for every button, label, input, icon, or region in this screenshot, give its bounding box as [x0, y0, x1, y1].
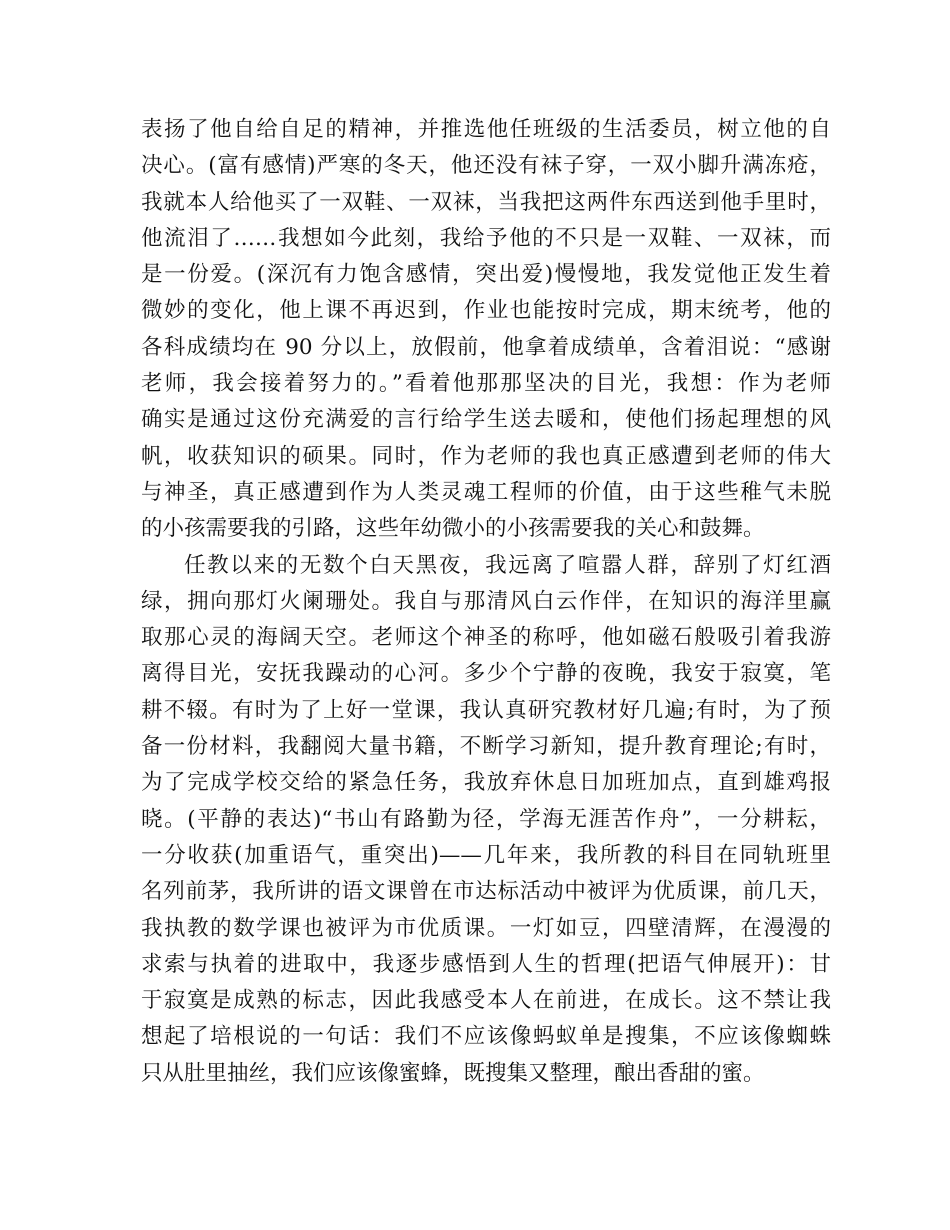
text-line: 任教以来的无数个白天黑夜，我远离了喧嚣人群，辞别了灯红酒: [184, 552, 831, 578]
text-line: 确实是通过这份充满爱的言行给学生送去暖和，使他们扬起理想的风: [141, 407, 831, 433]
text-line: 是一份爱。(深沉有力饱含感情，突出爱)慢慢地，我发觉他正发生着: [141, 262, 831, 288]
text-line: 我就本人给他买了一双鞋、一双袜，当我把这两件东西送到他手里时，: [141, 189, 831, 215]
text-line: 帆，收获知识的硕果。同时，作为老师的我也真正感遭到老师的伟大: [141, 443, 831, 469]
text-line: 为了完成学校交给的紧急任务，我放弃休息日加班加点，直到雄鸡报: [141, 770, 831, 796]
text-line: 我执教的数学课也被评为市优质课。一灯如豆，四壁清辉，在漫漫的: [141, 915, 831, 941]
text-line: 耕不辍。有时为了上好一堂课，我认真研究教材好几遍;有时，为了预: [141, 697, 831, 723]
text-line: 只从肚里抽丝，我们应该像蜜蜂，既搜集又整理，酿出香甜的蜜。: [141, 1060, 765, 1086]
text-line: 他流泪了……我想如今此刻，我给予他的不只是一双鞋、一双袜，而: [141, 225, 831, 251]
text-line: 晓。(平静的表达)“书山有路勤为径，学海无涯苦作舟”，一分耕耘，: [141, 806, 831, 832]
text-line: 一分收获(加重语气，重突出)——几年来，我所教的科目在同轨班里: [141, 842, 831, 868]
text-line: 各科成绩均在 90 分以上，放假前，他拿着成绩单，含着泪说：“感谢: [141, 334, 831, 360]
text-line: 离得目光，安抚我躁动的心河。多少个宁静的夜晚，我安于寂寞，笔: [141, 661, 831, 687]
paragraph-1: [141, 112, 831, 548]
text-line: 想起了培根说的一句话：我们不应该像蚂蚁单是搜集，不应该像蜘蛛: [141, 1024, 831, 1050]
paragraph-2: [141, 548, 831, 1092]
text-line: 取那心灵的海阔天空。老师这个神圣的称呼，他如磁石般吸引着我游: [141, 625, 831, 651]
text-line: 决心。(富有感情)严寒的冬天，他还没有袜子穿，一双小脚升满冻疮，: [141, 153, 831, 179]
text-line: 于寂寞是成熟的标志，因此我感受本人在前进，在成长。这不禁让我: [141, 988, 831, 1014]
text-line: 表扬了他自给自足的精神，并推选他任班级的生活委员，树立他的自: [141, 117, 831, 142]
text-line: 与神圣，真正感遭到作为人类灵魂工程师的价值，由于这些稚气未脱: [141, 479, 831, 505]
text-line: 微妙的变化，他上课不再迟到，作业也能按时完成，期末统考，他的: [141, 298, 831, 324]
text-line: 绿，拥向那灯火阑珊处。我自与那清风白云作伴，在知识的海洋里赢: [141, 588, 831, 614]
text-line: 备一份材料，我翻阅大量书籍，不断学习新知，提升教育理论;有时，: [141, 734, 831, 760]
body-text: [141, 112, 831, 1092]
text-line: 求索与执着的进取中，我逐步感悟到人生的哲理(把语气伸展开)：甘: [141, 951, 831, 977]
text-line: 名列前茅，我所讲的语文课曾在市达标活动中被评为优质课，前几天，: [141, 879, 831, 905]
text-line: 的小孩需要我的引路，这些年幼微小的小孩需要我的关心和鼓舞。: [141, 516, 765, 542]
text-line: 老师，我会接着努力的。”看着他那那坚决的目光，我想：作为老师: [141, 371, 831, 397]
